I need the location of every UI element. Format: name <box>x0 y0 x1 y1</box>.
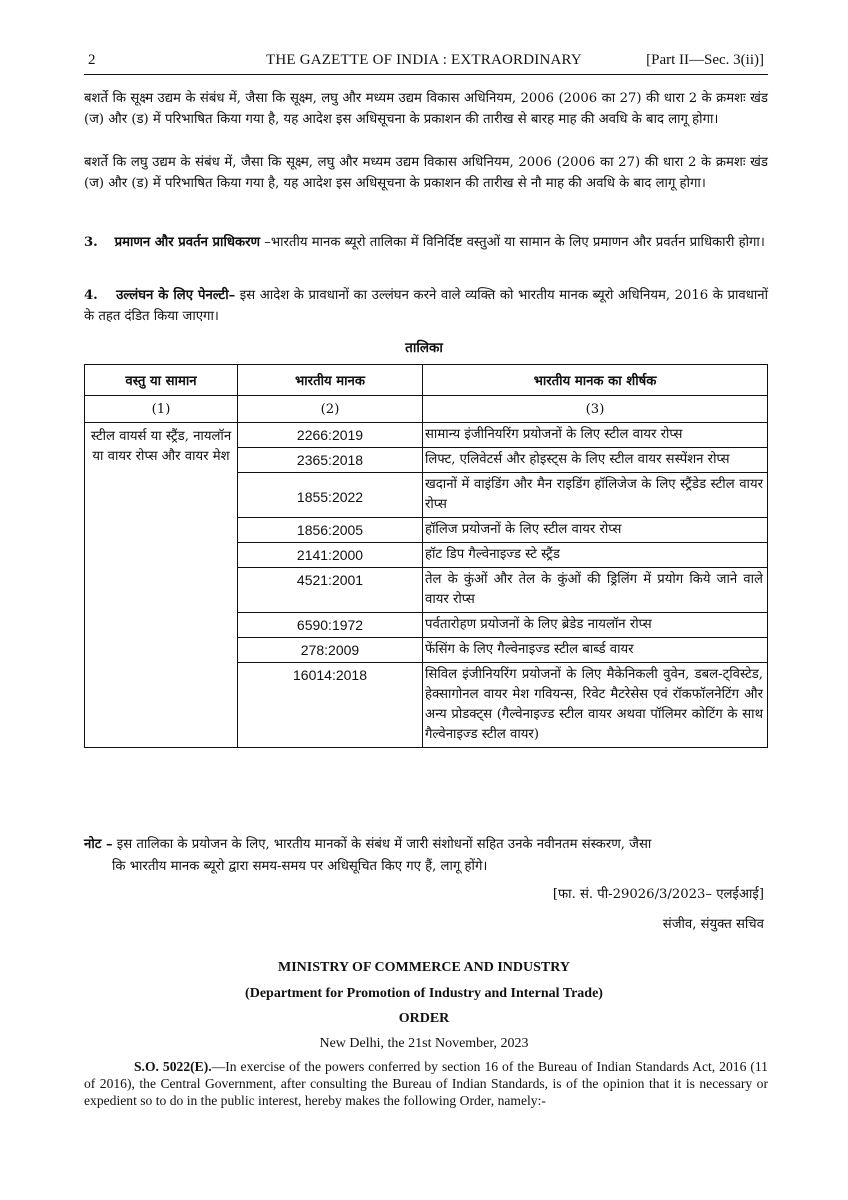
title-cell: हॉट डिप गैल्वेनाइज्ड स्टे स्ट्रैंड <box>423 543 768 568</box>
section-4 <box>84 285 768 327</box>
column-number: (3) <box>423 396 768 423</box>
table-row <box>85 423 768 448</box>
standard-cell: 1856:2005 <box>238 518 423 543</box>
column-number-row <box>85 396 768 423</box>
note-label: नोट – <box>84 837 113 852</box>
table-caption: तालिका <box>405 340 443 356</box>
standard-cell: 2266:2019 <box>238 423 423 448</box>
section-4-number: 4. <box>84 288 98 303</box>
section-3-heading: प्रमाणन और प्रवर्तन प्राधिकरण <box>114 235 261 250</box>
item-cell: स्टील वायर्स या स्ट्रैंड, नायलॉन या वायर रोप्स और वायर मेश <box>85 423 238 748</box>
title-cell: खदानों में वाइंडिंग और मैन राइडिंग हॉलिजेज के लिए स्ट्रैंडेड स्टील वायर रोप्स <box>423 473 768 518</box>
note-line-1: इस तालिका के प्रयोजन के लिए, भारतीय मानकों के संबंध में जारी संशोधनों सहित उनके नवीनतम संस्करण, जैसा <box>112 837 652 852</box>
title-cell: सिविल इंजीनियरिंग प्रयोजनों के लिए मैकेनिकली वुवेन, डबल-ट्विस्टेड, हेक्सागोनल वायर मेश गवियन्स, रिवेट मैटरेसेस एवं रॉकफॉलनेटिंग और अन्य प्रोडक्ट्स (गैल्वेनाइज्ड स्टील वायर अथवा पॉलिमर कोटिंग के साथ गैल्वेनाइज्ड स्टील वायर) <box>423 663 768 748</box>
title-cell: पर्वतारोहण प्रयोजनों के लिए ब्रेडेड नायलॉन रोप्स <box>423 613 768 638</box>
header-item: वस्तु या सामान <box>85 365 238 396</box>
section-4-text: इस आदेश के प्रावधानों का उल्लंघन करने वाले व्यक्ति को भारतीय मानक ब्यूरो अधिनियम, 2016 के प्रावधानों के तहत दंडित किया जाएगा। <box>84 288 768 324</box>
so-text: —In exercise of the powers conferred by section 16 of the Bureau of Indian Standards Act, 2016 (11 of 2016), the Central Government, after consulting the Bureau of Indian Standards, is of the opinion that it is necessary or expedient so to do in the public interest, hereby makes the following Order, namely:- <box>84 1059 768 1108</box>
standard-cell: 4521:2001 <box>238 568 423 613</box>
header-title: भारतीय मानक का शीर्षक <box>423 365 768 396</box>
department-title: (Department for Promotion of Industry and Internal Trade) <box>245 986 603 1001</box>
standard-cell: 278:2009 <box>238 638 423 663</box>
section-3-text: –भारतीय मानक ब्यूरो तालिका में विनिर्दिष्ट वस्तुओं या सामान के लिए प्रमाणन और प्रवर्तन प्राधिकारी होगा। <box>260 235 765 250</box>
section-3 <box>84 232 768 253</box>
title-cell: लिफ्ट, एलिवेटर्स और होइस्ट्स के लिए स्टील वायर सस्पेंशन रोप्स <box>423 448 768 473</box>
table-header-row <box>85 365 768 396</box>
page-number: 2 <box>88 52 96 68</box>
proviso-small-enterprise: बशर्ते कि लघु उद्यम के संबंध में, जैसा कि सूक्ष्म, लघु और मध्यम उद्यम विकास अधिनियम, 2006 (2006 का 27) की धारा 2 के क्रमशः खंड (ज) और (ड) में परिभाषित किया गया है, यह आदेश इस अधिसूचना के प्रकाशन की तारीख से नौ माह की अवधि के बाद लागू होगा। <box>84 155 768 191</box>
standards-table <box>84 364 768 748</box>
title-cell: फेंसिंग के लिए गैल्वेनाइज्ड स्टील बार्ब्ड वायर <box>423 638 768 663</box>
proviso-micro-enterprise: बशर्ते कि सूक्ष्म उद्यम के संबंध में, जैसा कि सूक्ष्म, लघु और मध्यम उद्यम विकास अधिनियम, 2006 (2006 का 27) की धारा 2 के क्रमशः खंड (ज) और (ड) में परिभाषित किया गया है, यह आदेश इस अधिसूचना के प्रकाशन की तारीख से बारह माह की अवधि के बाद लागू होगा। <box>84 91 768 127</box>
title-cell: तेल के कुंओं और तेल के कुंओं की ड्रिलिंग में प्रयोग किये जाने वाले वायर रोप्स <box>423 568 768 613</box>
title-cell: हॉलिज प्रयोजनों के लिए स्टील वायर रोप्स <box>423 518 768 543</box>
order-paragraph <box>84 1058 768 1109</box>
standard-cell: 2365:2018 <box>238 448 423 473</box>
column-number: (1) <box>85 396 238 423</box>
header-rule <box>84 74 768 75</box>
gazette-title: THE GAZETTE OF INDIA : EXTRAORDINARY <box>266 52 582 68</box>
file-reference: [फा. सं. पी-29026/3/2023– एलईआई] <box>552 887 764 902</box>
column-number: (2) <box>238 396 423 423</box>
standard-cell: 16014:2018 <box>238 663 423 748</box>
section-4-heading: उल्लंघन के लिए पेनल्टी– <box>116 288 236 303</box>
title-cell: सामान्य इंजीनियरिंग प्रयोजनों के लिए स्टील वायर रोप्स <box>423 423 768 448</box>
so-number: S.O. 5022(E). <box>134 1059 212 1074</box>
signatory: संजीव, संयुक्त सचिव <box>662 917 764 932</box>
section-3-number: 3. <box>84 235 98 250</box>
page-header <box>84 52 764 74</box>
note-line-2: कि भारतीय मानक ब्यूरो द्वारा समय-समय पर अधिसूचित किए गए हैं, लागू होंगे। <box>112 859 488 874</box>
part-section: [Part II—Sec. 3(ii)] <box>646 52 764 68</box>
standard-cell: 1855:2022 <box>238 473 423 518</box>
standard-cell: 6590:1972 <box>238 613 423 638</box>
order-title: ORDER <box>398 1011 450 1026</box>
header-standard: भारतीय मानक <box>238 365 423 396</box>
ministry-title: MINISTRY OF COMMERCE AND INDUSTRY <box>278 960 570 975</box>
table-note <box>84 834 768 878</box>
dateline: New Delhi, the 21st November, 2023 <box>319 1036 529 1051</box>
standard-cell: 2141:2000 <box>238 543 423 568</box>
